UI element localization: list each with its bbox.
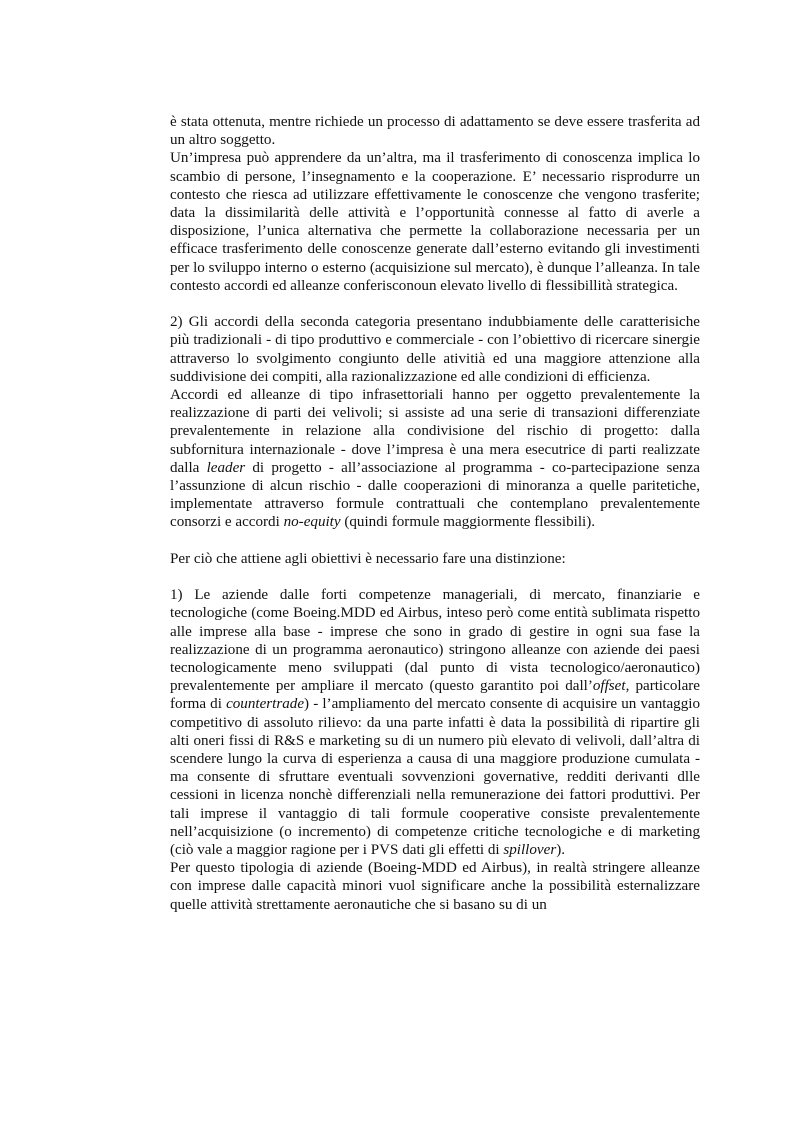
- text-run: di progetto - all’associazione al programma - co-partecipazione senza l’assunzione di alcun rischio - dalle cooperazioni di minoranza a quelle paritetiche, implementate attraverso formule contrattuali che contemplano prevalentemente consorzi e accordi: [170, 459, 701, 531]
- text-run: ).: [556, 842, 566, 859]
- paragraph-infrasectoral-agreements: [170, 386, 700, 532]
- italic-term-offset: offset: [592, 678, 626, 695]
- paragraph-continuation: è stata ottenuta, mentre richiede un processo di adattamento se deve essere trasferita ad un altro soggetto.: [170, 114, 700, 149]
- text-run: , particolare forma di: [170, 678, 700, 713]
- paragraph-second-category: 2) Gli accordi della seconda categoria presentano indubbiamente delle caratterisiche più tradizionali - di tipo produttivo e commerciale - con l’obiettivo di ricercare sinergie attraverso lo svolgimento congiunto delle ativitià ed una maggiore attenzione alla suddivisione dei compiti, alla razionalizzazione ed alle condizioni di efficienza.: [170, 314, 700, 385]
- body-text: [170, 113, 700, 914]
- paragraph-objectives-intro: Per ciò che attiene agli obiettivi è necessario fare una distinzione:: [170, 550, 566, 567]
- paragraph-boeing-airbus: Per questo tipologia di aziende (Boeing-MDD ed Airbus), in realtà stringere alleanze con imprese dalle capacità minori vuol significare anche la possibilità esternalizzare quelle attività strettamente aeronautiche che si basano su di un: [170, 860, 700, 913]
- paragraph-gap: [170, 568, 700, 586]
- paragraph-strong-companies: [170, 586, 700, 859]
- italic-term-leader: leader: [206, 459, 246, 476]
- italic-term-countertrade: countertrade: [226, 696, 305, 713]
- italic-term-spillover: spillover: [503, 842, 557, 859]
- italic-term-no-equity: no-equity: [283, 514, 341, 531]
- paragraph-gap: [170, 532, 700, 550]
- paragraph-gap: [170, 295, 700, 313]
- paragraph-knowledge-transfer: Un’impresa può apprendere da un’altra, ma il trasferimento di conoscenza implica lo scambio di persone, l’insegnamento e la cooperazione. E’ necessario risprodurre un contesto che riesca ad utilizzare effettivamente le conoscenze che vengono trasferite; data la dissimilarità delle attività e l’opportunità connesse al fatto di averle a disposizione, l’unica alternativa che permette la collaborazione necessaria per un efficace trasferimento delle conoscenze generate dall’esterno evitando gli investimenti per lo sviluppo interno o esterno (acquisizione sul mercato), è dunque l’alleanza. In tale contesto accordi ed alleanze conferisconoun elevato livello di flessibillità strategica.: [170, 150, 700, 294]
- text-run: Accordi ed alleanze di tipo infrasettoriali hanno per oggetto prevalentemente la realizzazione di parti dei velivoli; si assiste ad una serie di transazioni differenziate prevalentemente in relazione alla condivisione del rischio di progetto: dalla subfornitura internazionale - dove l’impresa è una mera esecutrice di parti realizzate dalla: [170, 387, 700, 476]
- text-run: ) - l’ampliamento del mercato consente di acquisire un vantaggio competitivo di assoluto rilievo: da una parte infatti è data la possibilità di ripartire gli alti oneri fissi di R&S e marketing su di un numero più elevato di velivoli, dall’altra di scendere lungo la curva di esperienza a causa di una maggiore produzione cumulata - ma consente di sfruttare eventuali sovvenzioni governative, redditi derivanti dlle cessioni in licenza nonchè differenziali nella remunerazione dei fattori produttivi. Per tali imprese il vantaggio di tali formule cooperative consiste prevalentemente nell’acquisizione (o incremento) di competenze critiche tecnologiche e di marketing (ciò vale a maggior ragione per i PVS dati gli effetti di: [170, 696, 701, 859]
- text-run: (quindi formule maggiormente flessibili).: [340, 514, 596, 531]
- text-run: 1) Le aziende dalle forti competenze manageriali, di mercato, finanziarie e tecnologiche (come Boeing.MDD ed Airbus, inteso però come entità sublimata rispetto alle imprese alla base - imprese che sono in grado di gestire in ogni sua fase la realizzazione di un programma aeronautico) stringono alleanze con aziende dei paesi tecnologicamente meno sviluppati (dal punto di vista tecnologico/aeronautico) prevalentemente per ampliare il mercato (questo garantito poi dall’: [170, 587, 700, 695]
